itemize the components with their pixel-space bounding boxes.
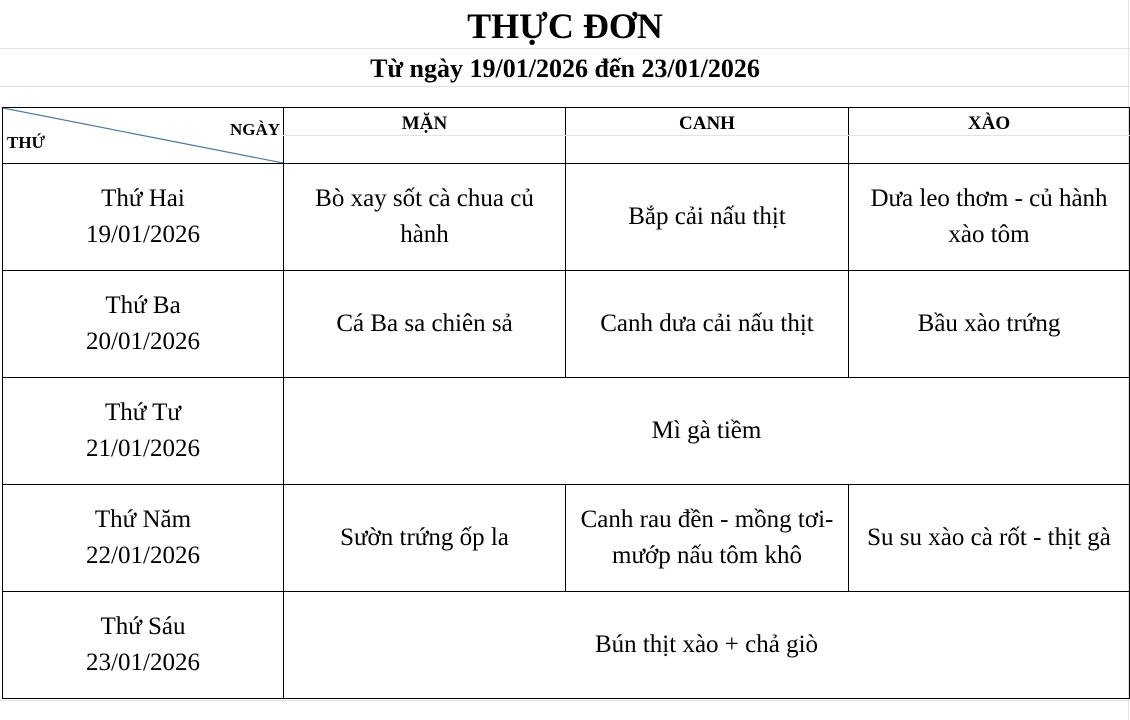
day-cell <box>3 592 284 699</box>
day-name: Thứ Sáu <box>100 613 186 640</box>
man-dish: Sườn trứng ốp la <box>284 485 566 592</box>
day-name: Thứ Năm <box>94 506 192 533</box>
column-header-man: MẶN <box>284 108 566 164</box>
day-cell <box>3 164 284 271</box>
day-date: 19/01/2026 <box>86 221 200 248</box>
column-header-canh: CANH <box>566 108 849 164</box>
menu-table <box>2 107 1130 699</box>
corner-cell <box>3 108 284 164</box>
combined-dish: Mì gà tiềm <box>284 378 1130 485</box>
corner-label-ngay: NGÀY <box>229 120 280 139</box>
day-date: 23/01/2026 <box>86 649 200 676</box>
man-dish: Bò xay sốt cà chua củ hành <box>284 164 566 271</box>
xao-dish: Bầu xào trứng <box>849 271 1130 378</box>
day-cell <box>3 378 284 485</box>
day-date: 22/01/2026 <box>86 542 200 569</box>
canh-dish: Canh rau đền - mồng tơi- mướp nấu tôm khô <box>566 485 849 592</box>
xao-dish: Su su xào cà rốt - thịt gà <box>849 485 1130 592</box>
day-name: Thứ Ba <box>105 292 181 319</box>
day-date: 20/01/2026 <box>86 328 200 355</box>
man-dish: Cá Ba sa chiên sả <box>284 271 566 378</box>
column-header-xao: XÀO <box>849 108 1130 164</box>
combined-dish: Bún thịt xào + chả giò <box>284 592 1130 699</box>
canh-dish: Bắp cải nấu thịt <box>566 164 849 271</box>
page-title: THỰC ĐƠN <box>467 6 663 46</box>
table-row <box>3 485 1130 592</box>
date-range-subtitle: Từ ngày 19/01/2026 đến 23/01/2026 <box>370 54 760 83</box>
xao-dish: Dưa leo thơm - củ hành xào tôm <box>849 164 1130 271</box>
day-date: 21/01/2026 <box>86 435 200 462</box>
table-row <box>3 271 1130 378</box>
table-row <box>3 164 1130 271</box>
day-cell <box>3 485 284 592</box>
table-row <box>3 378 1130 485</box>
day-name: Thứ Tư <box>105 399 181 426</box>
canh-dish: Canh dưa cải nấu thịt <box>566 271 849 378</box>
corner-label-thu: THỨ <box>7 133 46 152</box>
day-cell <box>3 271 284 378</box>
day-name: Thứ Hai <box>101 185 185 212</box>
table-row <box>3 592 1130 699</box>
